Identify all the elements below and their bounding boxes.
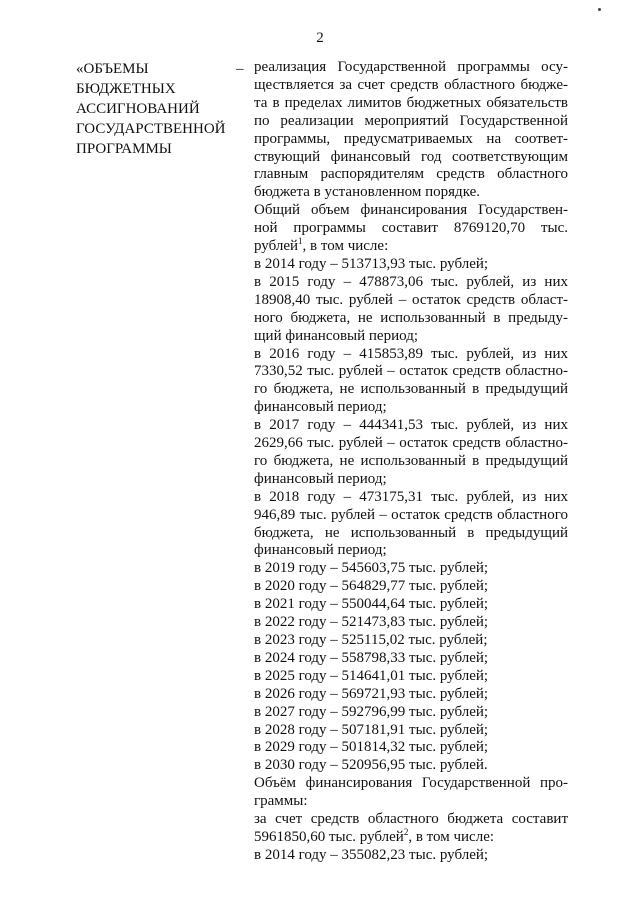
section-body	[254, 59, 568, 865]
year-line: финансовый период;	[254, 399, 387, 416]
section-heading	[76, 59, 246, 159]
regional-tail: , в том числе:	[408, 828, 495, 845]
total-line: ной программы составит 8769120,70 тыс.	[254, 220, 568, 237]
year-line: в 2025 году – 514641,01 тыс. рублей;	[254, 667, 489, 684]
year-line: в 2020 году – 564829,77 тыс. рублей;	[254, 578, 489, 595]
year-line: в 2024 году – 558798,33 тыс. рублей;	[254, 649, 489, 666]
footnote-ref-1: 1	[298, 236, 303, 247]
heading-line: АССИГНОВАНИЙ	[76, 101, 200, 117]
year-line: финансовый период;	[254, 470, 387, 487]
heading-line: ГОСУДАРСТВЕННОЙ	[76, 121, 226, 137]
regional-line: граммы:	[254, 793, 308, 810]
year-line: 2629,66 тыс. рублей – остаток средств областно-	[254, 435, 568, 452]
intro-line: ществляется за счет средств областного бюдже-	[254, 76, 568, 93]
heading-line: ПРОГРАММЫ	[76, 141, 172, 157]
year-line: в 2030 году – 520956,95 тыс. рублей.	[254, 757, 488, 774]
total-line-last	[254, 238, 568, 256]
year-line: в 2021 году – 550044,64 тыс. рублей;	[254, 596, 489, 613]
year-line: в 2014 году – 355082,23 тыс. рублей;	[254, 846, 489, 863]
item-dash: –	[236, 61, 244, 77]
regional-line: Объём финансирования Государственной про-	[254, 775, 568, 792]
year-line: в 2027 году – 592796,99 тыс. рублей;	[254, 703, 489, 720]
year-line: 18908,40 тыс. рублей – остаток средств област-	[254, 291, 568, 308]
intro-line: ствующий финансовый год соответствующим	[254, 148, 568, 165]
year-line: в 2015 году – 478873,06 тыс. рублей, из них	[254, 273, 568, 290]
year-line: в 2023 году – 525115,02 тыс. рублей;	[254, 632, 488, 648]
intro-line: главным распорядителям средств областного	[254, 166, 568, 183]
year-line: бюджета, не использованный в предыдущий	[254, 524, 568, 541]
intro-line: программы, предусматриваемых на соответ-	[254, 130, 568, 147]
total-tail: , в том числе:	[302, 238, 389, 255]
heading-line: «ОБЪЕМЫ	[76, 61, 149, 77]
year-line: в 2026 году – 569721,93 тыс. рублей;	[254, 685, 489, 702]
year-line: 7330,52 тыс. рублей – остаток средств областно-	[254, 363, 568, 380]
year-line: финансовый период;	[254, 542, 387, 559]
year-line: в 2017 году – 444341,53 тыс. рублей, из них	[254, 417, 568, 434]
year-line: го бюджета, не использованный в предыдущий	[254, 381, 568, 398]
intro-line: реализация Государственной программы осу-	[254, 59, 568, 75]
year-line: 946,89 тыс. рублей – остаток средств областного	[254, 506, 568, 523]
scan-mark	[598, 8, 601, 11]
year-line: щий финансовый период;	[254, 327, 418, 344]
year-line: в 2018 году – 473175,31 тыс. рублей, из них	[254, 488, 568, 505]
year-line: в 2014 году – 513713,93 тыс. рублей;	[254, 255, 489, 272]
regional-line-last	[254, 826, 568, 847]
total-word: рублей	[254, 238, 299, 255]
total-line: Общий объем финансирования Государствен-	[254, 202, 568, 219]
year-line: в 2028 году – 507181,91 тыс. рублей;	[254, 721, 489, 738]
intro-line: по реализации мероприятий Государственной	[254, 112, 568, 129]
year-line: в 2022 году – 521473,83 тыс. рублей;	[254, 614, 489, 631]
regional-amount: 5961850,60 тыс. рублей	[254, 828, 404, 845]
year-line: го бюджета, не использованный в предыдущий	[254, 452, 568, 469]
footnote-ref-2: 2	[403, 826, 409, 837]
intro-line: та в пределах лимитов бюджетных обязательств	[254, 94, 568, 111]
year-line: в 2016 году – 415853,89 тыс. рублей, из них	[254, 345, 568, 362]
intro-line: бюджета в установленном порядке.	[254, 184, 481, 201]
regional-line: за счет средств областного бюджета составит	[254, 811, 568, 828]
heading-line: БЮДЖЕТНЫХ	[76, 81, 176, 97]
year-line: в 2029 году – 501814,32 тыс. рублей;	[254, 739, 489, 756]
year-line: ного бюджета, не использованный в предыду-	[254, 309, 568, 326]
page-number: 2	[316, 30, 324, 46]
year-line: в 2019 году – 545603,75 тыс. рублей;	[254, 560, 489, 577]
